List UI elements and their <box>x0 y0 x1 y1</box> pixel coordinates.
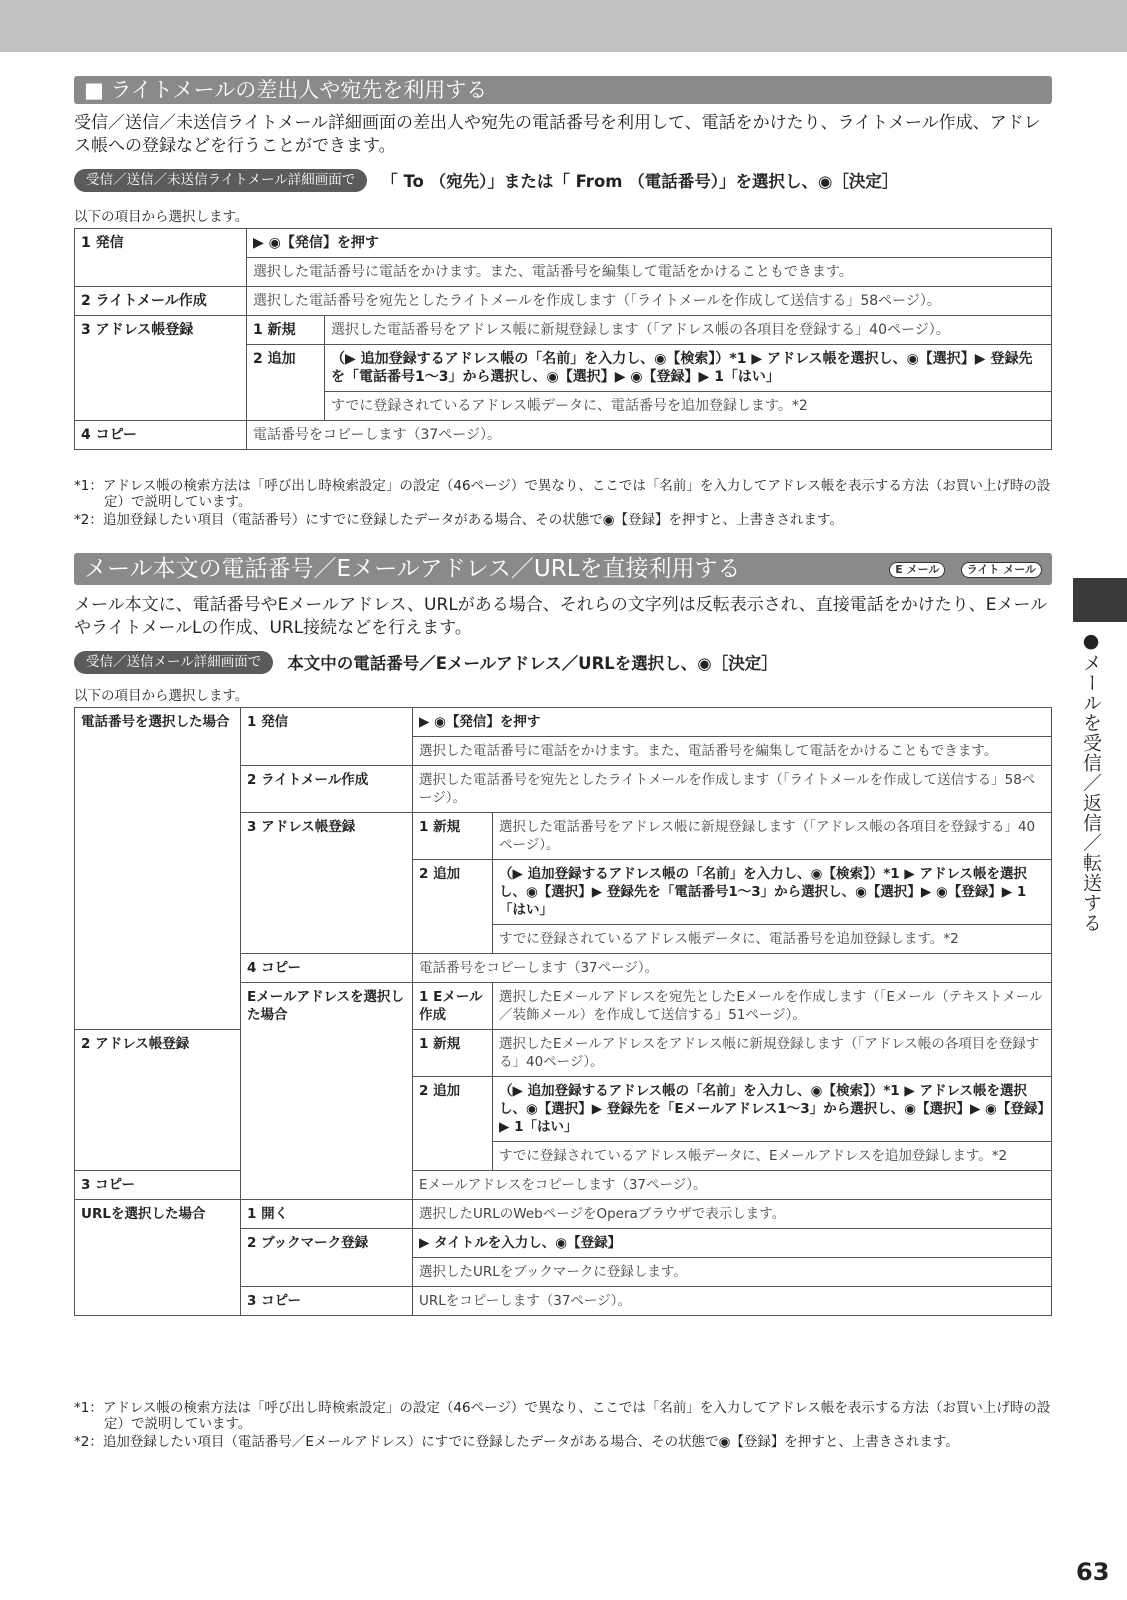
step-line <box>74 650 1052 674</box>
option-note: 選択した電話番号をアドレス帳に新規登録します（「アドレス帳の各項目を登録する」40ページ）。 <box>493 813 1052 860</box>
option-key: 1 開く <box>241 1200 413 1229</box>
email-badge: E メール <box>889 562 945 578</box>
footnote-1: *1：アドレス帳の検索方法は「呼び出し時検索設定」の設定（46ページ）で異なり、ここでは「名前」を入力してアドレス帳を表示する方法（お買い上げ時の設定）で説明しています。 <box>74 478 1051 510</box>
suboption-key: 1 新規 <box>413 1030 493 1077</box>
suboption-key: 2 追加 <box>413 1077 493 1171</box>
option-action: ▶ タイトルを入力し、◉【登録】 <box>413 1229 1052 1258</box>
footnote-1: *1：アドレス帳の検索方法は「呼び出し時検索設定」の設定（46ページ）で異なり、ここでは「名前」を入力してアドレス帳を表示する方法（お買い上げ時の設定）で説明しています。 <box>74 1400 1051 1432</box>
option-note: Eメールアドレスをコピーします（37ページ）。 <box>413 1171 1052 1200</box>
options-table <box>74 228 1052 450</box>
option-note: 電話番号をコピーします（37ページ）。 <box>413 954 1052 983</box>
option-action: （▶ 追加登録するアドレス帳の「名前」を入力し、◉【検索】）*1 ▶ アドレス帳を選択し、◉【選択】▶ 登録先を「電話番号1〜3」から選択し、◉【選択】▶ ◉【登録】▶ 1「はい」 <box>493 860 1052 925</box>
chapter-tab <box>1073 578 1127 622</box>
option-action: （▶ 追加登録するアドレス帳の「名前」を入力し、◉【検索】）*1 ▶ アドレス帳を選択し、◉【選択】▶ 登録先を「Eメールアドレス1〜3」から選択し、◉【選択】▶ ◉【登録】▶ 1「はい」 <box>493 1077 1052 1142</box>
option-key: 3 コピー <box>241 1287 413 1316</box>
screen-pill: 受信／送信／未送信ライトメール詳細画面で <box>74 169 367 192</box>
section-intro: メール本文に、電話番号やEメールアドレス、URLがある場合、それらの文字列は反転表示され、直接電話をかけたり、EメールやライトメールLの作成、URL接続などを行えます。 <box>74 595 1048 638</box>
step-instruction: 「 To （宛先）」または「 From （電話番号）」を選択し、◉［決定］ <box>381 172 899 191</box>
section-title-direct-use: メール本文の電話番号／Eメールアドレス／URLを直接利用する E メール ライト メール <box>74 553 1052 585</box>
lightmail-badge: ライト メール <box>961 562 1042 578</box>
option-note: 選択したURLをブックマークに登録します。 <box>413 1258 1052 1287</box>
option-key: 3 アドレス帳登録 <box>241 813 413 954</box>
option-note: 選択した電話番号をアドレス帳に新規登録します（「アドレス帳の各項目を登録する」40ページ）。 <box>325 316 1052 345</box>
suboption-key: 1 新規 <box>247 316 325 345</box>
suboption-key: 2 追加 <box>413 860 493 954</box>
option-action: （▶ 追加登録するアドレス帳の「名前」を入力し、◉【検索】）*1 ▶ アドレス帳を選択し、◉【選択】▶ 登録先を「電話番号1〜3」から選択し、◉【選択】▶ ◉【登録】▶ 1「はい」 <box>325 345 1052 392</box>
option-key: 2 ライトメール作成 <box>241 766 413 813</box>
option-key: 2 ブックマーク登録 <box>241 1229 413 1287</box>
step-instruction: 本文中の電話番号／Eメールアドレス／URLを選択し、◉［決定］ <box>287 654 778 673</box>
footnotes <box>74 1400 1052 1452</box>
option-note: 選択した電話番号に電話をかけます。また、電話番号を編集して電話をかけることもできます。 <box>247 258 1052 287</box>
screen-pill: 受信／送信メール詳細画面で <box>74 651 273 674</box>
option-note: すでに登録されているアドレス帳データに、電話番号を追加登録します。*2 <box>325 392 1052 421</box>
option-key: 3 アドレス帳登録 <box>75 316 247 421</box>
top-band <box>0 0 1127 52</box>
footnotes <box>74 478 1052 530</box>
option-key: 1 発信 <box>75 229 247 287</box>
option-note: 選択した電話番号を宛先としたライトメールを作成します（「ライトメールを作成して送信する」58ページ）。 <box>413 766 1052 813</box>
option-note: すでに登録されているアドレス帳データに、Eメールアドレスを追加登録します。*2 <box>493 1142 1052 1171</box>
option-note: 電話番号をコピーします（37ページ）。 <box>247 421 1052 450</box>
option-note: 選択したEメールアドレスを宛先としたEメールを作成します（「Eメール（テキストメール／装飾メール）を作成して送信する」51ページ）。 <box>493 983 1052 1030</box>
option-key: 2 ライトメール作成 <box>75 287 247 316</box>
option-key: 1 Eメール作成 <box>413 983 493 1030</box>
option-key: 2 アドレス帳登録 <box>75 1030 241 1171</box>
option-key: 4 コピー <box>75 421 247 450</box>
page-number: 63 <box>1076 1558 1110 1586</box>
option-action: ▶ ◉【発信】を押す <box>247 229 1052 258</box>
options-table <box>74 707 1052 1316</box>
option-key: 1 発信 <box>241 708 413 766</box>
option-note: 選択したURLのWebページをOperaブラウザで表示します。 <box>413 1200 1052 1229</box>
option-note: 選択した電話番号を宛先としたライトメールを作成します（「ライトメールを作成して送信する」58ページ）。 <box>247 287 1052 316</box>
category-label: Eメールアドレスを選択した場合 <box>241 983 413 1200</box>
suboption-key: 1 新規 <box>413 813 493 860</box>
select-prompt: 以下の項目から選択します。 <box>74 688 249 704</box>
option-note: 選択した電話番号に電話をかけます。また、電話番号を編集して電話をかけることもできます。 <box>413 737 1052 766</box>
option-action: ▶ ◉【発信】を押す <box>413 708 1052 737</box>
chapter-title-vertical: ●メールを受信／返信／転送する <box>1080 630 1102 933</box>
suboption-key: 2 追加 <box>247 345 325 421</box>
section-title-lightmail: ■ ライトメールの差出人や宛先を利用する <box>74 76 1052 104</box>
step-line <box>74 168 1052 192</box>
option-key: 4 コピー <box>241 954 413 983</box>
option-key: 3 コピー <box>75 1171 241 1200</box>
option-note: URLをコピーします（37ページ）。 <box>413 1287 1052 1316</box>
category-label: URLを選択した場合 <box>75 1200 241 1316</box>
select-prompt: 以下の項目から選択します。 <box>74 209 249 225</box>
footnote-2: *2：追加登録したい項目（電話番号／Eメールアドレス）にすでに登録したデータがある場合、その状態で◉【登録】を押すと、上書きされます。 <box>74 1434 959 1450</box>
option-note: すでに登録されているアドレス帳データに、電話番号を追加登録します。*2 <box>493 925 1052 954</box>
option-note: 選択したEメールアドレスをアドレス帳に新規登録します（「アドレス帳の各項目を登録する」40ページ）。 <box>493 1030 1052 1077</box>
category-label: 電話番号を選択した場合 <box>75 708 241 1030</box>
section-intro: 受信／送信／未送信ライトメール詳細画面の差出人や宛先の電話番号を利用して、電話をかけたり、ライトメール作成、アドレス帳への登録などを行うことができます。 <box>74 113 1041 156</box>
footnote-2: *2：追加登録したい項目（電話番号）にすでに登録したデータがある場合、その状態で◉【登録】を押すと、上書きされます。 <box>74 512 843 528</box>
